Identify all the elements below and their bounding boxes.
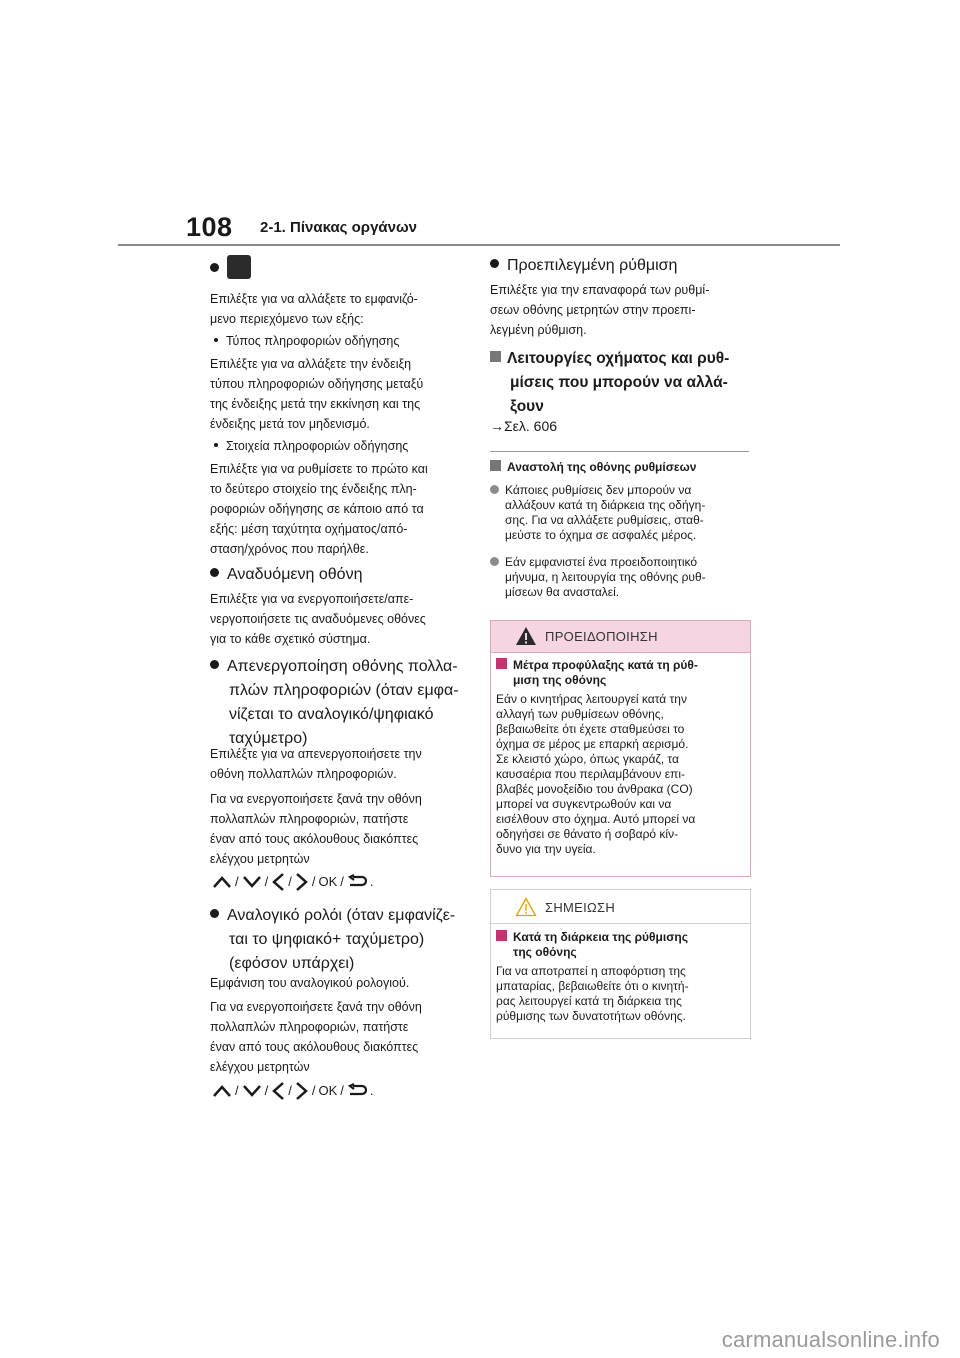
circle-bullet-icon [490,557,499,566]
warning-subtitle: Μέτρα προφύλαξης κατά τη ρύθ- μιση της οθόνης [496,658,763,688]
bullet-icon [214,443,218,447]
down-arrow-icon [242,875,262,889]
bullet-icon [214,338,218,342]
note-text: Για να αποτραπεί η αποφόρτιση της μπαταρίας, βεβαιωθείτε ότι ο κινητή- ρας λειτουργεί κατά τη διάρκεια της ρύθμισης των δυνατοτήτων οθόνης. [496,964,689,1023]
page-number: 108 [186,212,233,242]
square-bullet-icon [496,658,507,669]
warning-header [491,621,750,653]
suspend-heading: Αναστολή της οθόνης ρυθμίσεων [490,460,696,475]
left-arrow-icon [271,1081,285,1101]
paragraph: Επιλέξτε για να ενεργοποιήσετε/απε- νεργοποιήσετε τις αναδυόμενες οθόνες για το κάθε σχετικό σύστημα. [210,592,426,646]
header-rule [118,244,840,246]
chapter-title: 2-1. Πίνακας οργάνων [260,219,417,236]
back-icon [347,1083,367,1099]
driving-info-heading [210,257,251,281]
note-box [490,889,751,1039]
section-heading: Αναδυόμενη οθόνη [210,563,362,587]
back-icon [347,874,367,890]
watermark: carmanualsonline.info [721,1327,940,1352]
warning-icon [515,626,537,646]
section-heading: Αναλογικό ρολόι (όταν εμφανίζε- ται το ψηφιακό+ ταχύμετρο) (εφόσον υπάρχει) [210,904,491,976]
section-divider [490,451,749,452]
sub-item: Τύπος πληροφοριών οδήγησης [210,331,399,351]
paragraph: Επιλέξτε για την επαναφορά των ρυθμί- σεων οθόνης μετρητών στην προεπι- λεγμένη ρύθμιση. [490,283,710,337]
bullet-icon [210,660,219,669]
caution-icon [515,897,537,917]
paragraph: Εμφάνιση του αναλογικού ρολογιού. [210,976,410,990]
paragraph: Επιλέξτε για να ρυθμίσετε το πρώτο και το δεύτερο στοιχείο της ένδειξης πλη- ροφοριών οδήγησης σε κάποιο από τα εξής: μέση ταχύτητα οχήματος/από- σταση/χρόνος που παρήλθε. [210,462,428,556]
note-subtitle: Κατά τη διάρκεια της ρύθμισης της οθόνης [496,930,763,960]
meter-switches: / / / / OK / . [212,1081,374,1101]
paragraph: Επιλέξτε για να αλλάξετε το εμφανιζό- μενο περιεχόμενο των εξής: [210,292,418,326]
note-title: ΣΗΜΕΙΩΣΗ [545,900,616,915]
right-arrow-icon [295,1081,309,1101]
section-heading: Απενεργοποίηση οθόνης πολλα- πλών πληροφοριών (όταν εμφα- νίζεται το αναλογικό/ψηφιακό ταχύμετρο) [210,655,491,751]
warning-box [490,620,751,877]
left-arrow-icon [271,872,285,892]
bullet-icon [210,568,219,577]
section-heading: Προεπιλεγμένη ρύθμιση [490,254,677,278]
paragraph: Επιλέξτε για να απενεργοποιήσετε την οθόνη πολλαπλών πληροφοριών. [210,747,422,781]
page-reference[interactable]: →Σελ. 606 [490,418,558,434]
ok-key-label: OK [318,874,338,889]
info-item: Κάποιες ρυθμίσεις δεν μπορούν να αλλάξουν κατά τη διάρκεια της οδήγη- σης. Για να αλλάξετε ρυθμίσεις, σταθ- μεύστε το όχημα σε ασφαλές μέρος. [490,483,767,543]
square-bullet-icon [490,351,501,362]
paragraph: Επιλέξτε για να αλλάξετε την ένδειξη τύπου πληροφοριών οδήγησης μεταξύ της ένδειξης μετά την εκκίνηση και της ένδειξης μετά τον μηδενισμό. [210,357,424,431]
arrow-icon: → [490,418,504,434]
up-arrow-icon [212,875,232,889]
meter-switches: / / / / OK / . [212,872,374,892]
right-arrow-icon [295,872,309,892]
down-arrow-icon [242,1084,262,1098]
circle-bullet-icon [490,485,499,494]
info-item: Εάν εμφανιστεί ένα προειδοποιητικό μήνυμα, η λειτουργία της οθόνης ρυθ- μίσεων θα ανασταλεί. [490,555,767,600]
square-bullet-icon [490,460,501,471]
driving-info-icon [227,255,251,279]
square-bullet-icon [496,930,507,941]
bullet-icon [490,259,499,268]
bullet-icon [210,909,219,918]
paragraph: Για να ενεργοποιήσετε ξανά την οθόνη πολλαπλών πληροφοριών, πατήστε έναν από τους ακόλουθους διακόπτες ελέγχου μετρητών [210,1000,422,1074]
warning-title: ΠΡΟΕΙΔΟΠΟΙΗΣΗ [545,629,658,644]
note-header [491,890,750,924]
bullet-icon [210,263,219,272]
warning-text: Εάν ο κινητήρας λειτουργεί κατά την αλλαγή των ρυθμίσεων οθόνης, βεβαιωθείτε ότι έχετε σταθμεύσει το όχημα σε μέρος με επαρκή αερισμό. Σε κλειστό χώρο, όπως γκαράζ, τα καυσαέρια που περιλαμβάνουν επι- βλαβές μονοξείδιο του άνθρακα (CO) μπορεί να συγκεντρωθούν και να εισέλθουν στο όχημα. Αυτό μπορεί να οδηγήσει σε θάνατο ή σοβαρό κίν- δυνο για την υγεία. [496,692,696,856]
up-arrow-icon [212,1084,232,1098]
sub-item: Στοιχεία πληροφοριών οδήγησης [210,436,408,456]
functions-heading: Λειτουργίες οχήματος και ρυθ- μίσεις που μπορούν να αλλά- ξουν [490,347,772,419]
paragraph: Για να ενεργοποιήσετε ξανά την οθόνη πολλαπλών πληροφοριών, πατήστε έναν από τους ακόλουθους διακόπτες ελέγχου μετρητών [210,792,422,866]
ok-key-label: OK [318,1083,338,1098]
